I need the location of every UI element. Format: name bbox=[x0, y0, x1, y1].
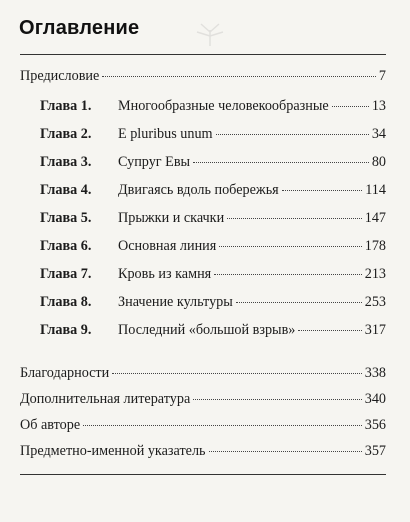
dot-leader bbox=[83, 425, 362, 426]
toc-entry-title: Значение культуры bbox=[118, 294, 233, 310]
toc-page-number: 80 bbox=[371, 154, 386, 170]
toc-page-number: 253 bbox=[364, 294, 386, 310]
toc-page-number: 34 bbox=[371, 126, 386, 142]
chapter-number: Глава 1. bbox=[40, 98, 92, 114]
toc-entry-preface[interactable] bbox=[20, 67, 386, 85]
toc-entry-chapter-3[interactable] bbox=[118, 153, 386, 171]
dot-leader bbox=[219, 246, 361, 247]
toc-entry-title: Благодарности bbox=[20, 365, 110, 381]
toc-entry-chapter-1[interactable] bbox=[118, 97, 386, 115]
chapter-number: Глава 5. bbox=[40, 210, 92, 226]
toc-entry-title: Дополнительная литература bbox=[20, 391, 191, 407]
dot-leader bbox=[193, 399, 361, 400]
toc-entry-chapter-6[interactable] bbox=[118, 237, 386, 255]
chapter-number: Глава 8. bbox=[40, 294, 92, 310]
toc-page-number: 7 bbox=[378, 68, 386, 84]
top-rule bbox=[20, 54, 386, 55]
bleed-through-tree-mark bbox=[185, 18, 235, 48]
bottom-rule bbox=[20, 474, 386, 475]
dot-leader bbox=[102, 76, 376, 77]
chapter-number: Глава 4. bbox=[40, 182, 92, 198]
chapter-number: Глава 7. bbox=[40, 266, 92, 282]
toc-entry-title: Многообразные человекообразные bbox=[118, 98, 329, 114]
dot-leader bbox=[112, 373, 361, 374]
chapter-number: Глава 6. bbox=[40, 238, 92, 254]
dot-leader bbox=[298, 330, 361, 331]
chapter-number: Глава 9. bbox=[40, 322, 92, 338]
toc-page-number: 178 bbox=[364, 238, 386, 254]
toc-entry-about-author[interactable] bbox=[20, 416, 386, 434]
toc-entry-title: Основная линия bbox=[118, 238, 217, 254]
toc-page-number: 114 bbox=[365, 182, 386, 198]
toc-entry-chapter-7[interactable] bbox=[118, 265, 386, 283]
chapter-number: Глава 3. bbox=[40, 154, 92, 170]
dot-leader bbox=[216, 134, 369, 135]
toc-entry-acknowledgements[interactable] bbox=[20, 364, 386, 382]
toc-entry-chapter-9[interactable] bbox=[118, 321, 386, 339]
dot-leader bbox=[227, 218, 362, 219]
toc-page-number: 147 bbox=[364, 210, 386, 226]
toc-entry-title: Последний «большой взрыв» bbox=[118, 322, 296, 338]
toc-entry-title: Предисловие bbox=[20, 68, 100, 84]
toc-page-number: 340 bbox=[364, 391, 386, 407]
toc-page-number: 356 bbox=[364, 417, 386, 433]
dot-leader bbox=[236, 302, 362, 303]
toc-page-number: 357 bbox=[364, 443, 386, 459]
toc-entry-chapter-2[interactable] bbox=[118, 125, 386, 143]
toc-page-number: 213 bbox=[364, 266, 386, 282]
chapter-number: Глава 2. bbox=[40, 126, 92, 142]
toc-entry-title: E pluribus unum bbox=[118, 126, 213, 142]
toc-entry-title: Прыжки и скачки bbox=[118, 210, 225, 226]
toc-page-number: 317 bbox=[364, 322, 386, 338]
toc-entry-title: Кровь из камня bbox=[118, 266, 212, 282]
toc-entry-title: Супруг Евы bbox=[118, 154, 191, 170]
toc-entry-title: Двигаясь вдоль побережья bbox=[118, 182, 279, 198]
dot-leader bbox=[282, 190, 363, 191]
dot-leader bbox=[214, 274, 362, 275]
toc-entry-index[interactable] bbox=[20, 442, 386, 460]
toc-page-number: 338 bbox=[364, 365, 386, 381]
toc-heading: Оглавление bbox=[19, 17, 140, 39]
dot-leader bbox=[193, 162, 369, 163]
toc-entry-chapter-8[interactable] bbox=[118, 293, 386, 311]
toc-entry-title: Об авторе bbox=[20, 417, 81, 433]
dot-leader bbox=[332, 106, 369, 107]
toc-entry-further-reading[interactable] bbox=[20, 390, 386, 408]
toc-entry-chapter-4[interactable] bbox=[118, 181, 386, 199]
toc-entry-chapter-5[interactable] bbox=[118, 209, 386, 227]
toc-entry-title: Предметно-именной указатель bbox=[20, 443, 206, 459]
dot-leader bbox=[209, 451, 362, 452]
toc-page-number: 13 bbox=[371, 98, 386, 114]
